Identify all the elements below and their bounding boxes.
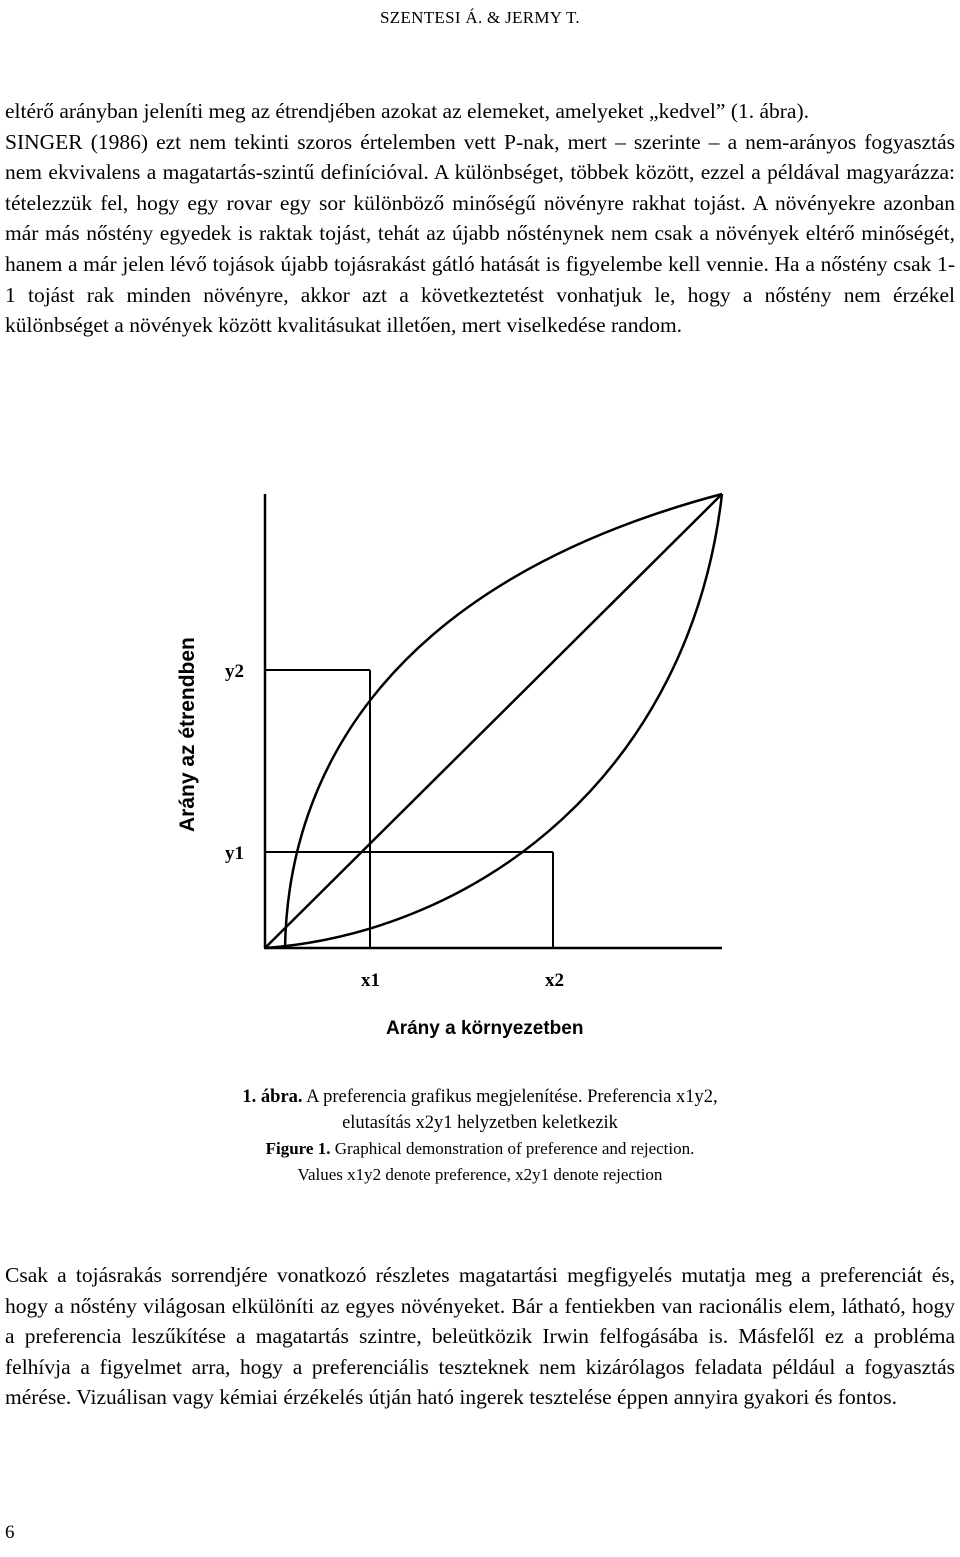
figure-caption [0, 1084, 960, 1188]
y1-label: y1 [225, 843, 244, 864]
y2-label: y2 [225, 661, 244, 682]
page-number: 6 [5, 1522, 15, 1543]
x-axis-title: Arány a környezetben [386, 1018, 584, 1039]
paragraph-2: Csak a tojásrakás sorrendjére vonatkozó részletes magatartási megfigyelés mutatja meg a preferenciát és, hogy a nőstény világosan elkülöníti az egyes növényeket. Bár a fentiekben van racionális elem, látható, hogy a preferencia leszűkítése a magatartás szintre, beleütközik Irwin felfogásába is. Másfelől ez a probléma felhívja a figyelmet arra, hogy a preferenciális teszteknek nem kizárólagos feladata például a fogyasztás mérése. Vizuálisan vagy kémiai érzékelés útján ható ingerek tesztelése éppen annyira gyakori és fontos. [5, 1263, 955, 1410]
figure-1 [170, 472, 800, 1050]
caption-en-line2: Values x1y2 denote preference, x2y1 denote rejection [297, 1165, 663, 1184]
x2-label: x2 [545, 970, 564, 991]
caption-hu-line2: elutasítás x2y1 helyzetben keletkezik [342, 1113, 618, 1133]
caption-hu-line1: 1. ábra. A preferencia grafikus megjelenítése. Preferencia x1y2, [242, 1087, 718, 1107]
x1-label: x1 [361, 970, 380, 991]
preference-curve [285, 494, 722, 948]
author-name-singer: SINGER [5, 129, 83, 154]
y-axis-title: Arány az étrendben [176, 637, 199, 832]
running-header: SZENTESI Á. & JERMY T. [380, 8, 580, 27]
caption-en-line1: Figure 1. Graphical demonstration of preference and rejection. [265, 1139, 695, 1158]
diagonal-line [265, 494, 722, 948]
paragraph-1: eltérő arányban jeleníti meg az étrendjében azokat az elemeket, amelyeket „kedvel” (1. ábra). SINGER (1986) ezt nem tekinti szoros értelemben vett P-nak, mert – szerinte – a nem-arányos fogyasztás nem ekvivalens a magatartás-szintű definícióval. A különbséget, többek között, ezzel a példával magyarázza: tételezzük fel, hogy egy rovar egy sor különböző minőségű növényre rakhat tojást. A növényekre azonban már más nőstény egyedek is raktak tojást, tehát az újabb nősténynek nem csak a növények eltérő minőségét, hanem a már jelen lévő tojások újabb tojásrakást gátló hatását is figyelembe kell vennie. Ha a nőstény csak 1-1 tojást rak minden növényre, akkor azt a következtetést vonhatjuk le, hogy a nőstény nem érzékel különbséget a növények között kvalitásukat illetően, mert viselkedése random. [5, 99, 955, 338]
